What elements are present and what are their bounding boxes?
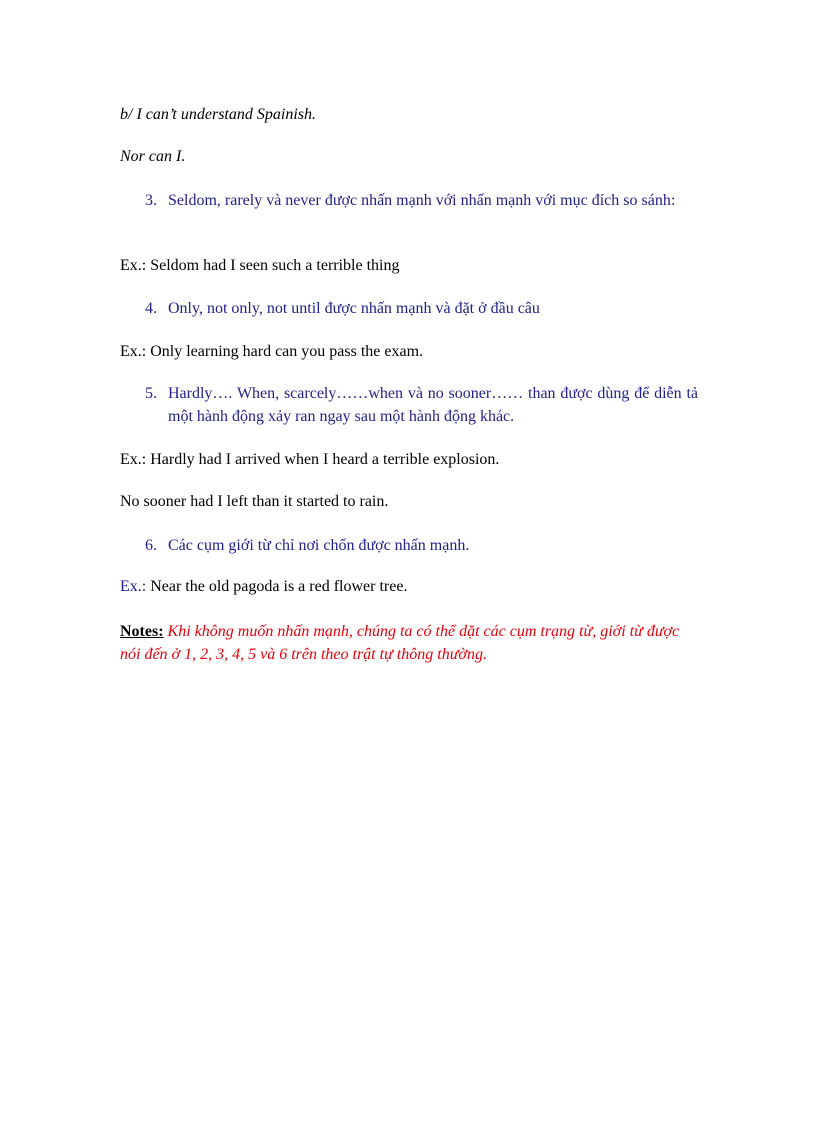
notes-block — [120, 620, 700, 666]
example-text: Seldom had I seen such a terrible thing — [146, 257, 400, 274]
example-line-extra: No sooner had I left than it started to rain. — [120, 493, 389, 510]
list-item-text: Seldom, rarely và never được nhấn mạnh với nhấn mạnh với mục đích so sánh: — [168, 192, 676, 209]
notes-text: Khi không muốn nhấn mạnh, chúng ta có thể dặt các cụm trạng từ, giới từ được nói đến ở 1, 2, 3, 4, 5 và 6 trên theo trật tự thông thường. — [120, 623, 680, 663]
example-prefix: Ex.: — [120, 257, 147, 274]
example-line — [120, 577, 407, 597]
list-item-number: 3. — [145, 192, 157, 209]
example-line — [120, 450, 499, 470]
list-item-text: Hardly…. When, scarcely……when và no sooner…… than được dùng để diễn tả một hành động xảy ran ngay sau một hành động khác. — [168, 385, 698, 425]
example-prefix: Ex.: — [120, 451, 147, 468]
example-prefix: Ex.: — [120, 578, 147, 595]
list-item — [145, 382, 698, 428]
example-text: Near the old pagoda is a red flower tree. — [146, 578, 408, 595]
notes-label: Notes: — [120, 623, 164, 640]
list-item-number: 6. — [145, 537, 157, 554]
example-text: Hardly had I arrived when I heard a terrible explosion. — [146, 451, 500, 468]
list-item — [145, 189, 698, 212]
list-item — [145, 297, 698, 320]
example-line — [120, 256, 399, 276]
list-item-text: Các cụm giới từ chỉ nơi chốn được nhấn mạnh. — [168, 537, 470, 554]
list-item-number: 5. — [145, 385, 157, 402]
example-prefix: Ex.: — [120, 343, 147, 360]
example-b-line: b/ I can’t understand Spainish. — [120, 106, 316, 123]
reply-line: Nor can I. — [120, 148, 186, 165]
example-line — [120, 342, 423, 362]
list-item-number: 4. — [145, 300, 157, 317]
list-item-text: Only, not only, not until được nhấn mạnh và đặt ở đầu câu — [168, 300, 540, 317]
example-text: Only learning hard can you pass the exam. — [146, 343, 424, 360]
list-item — [145, 534, 698, 557]
